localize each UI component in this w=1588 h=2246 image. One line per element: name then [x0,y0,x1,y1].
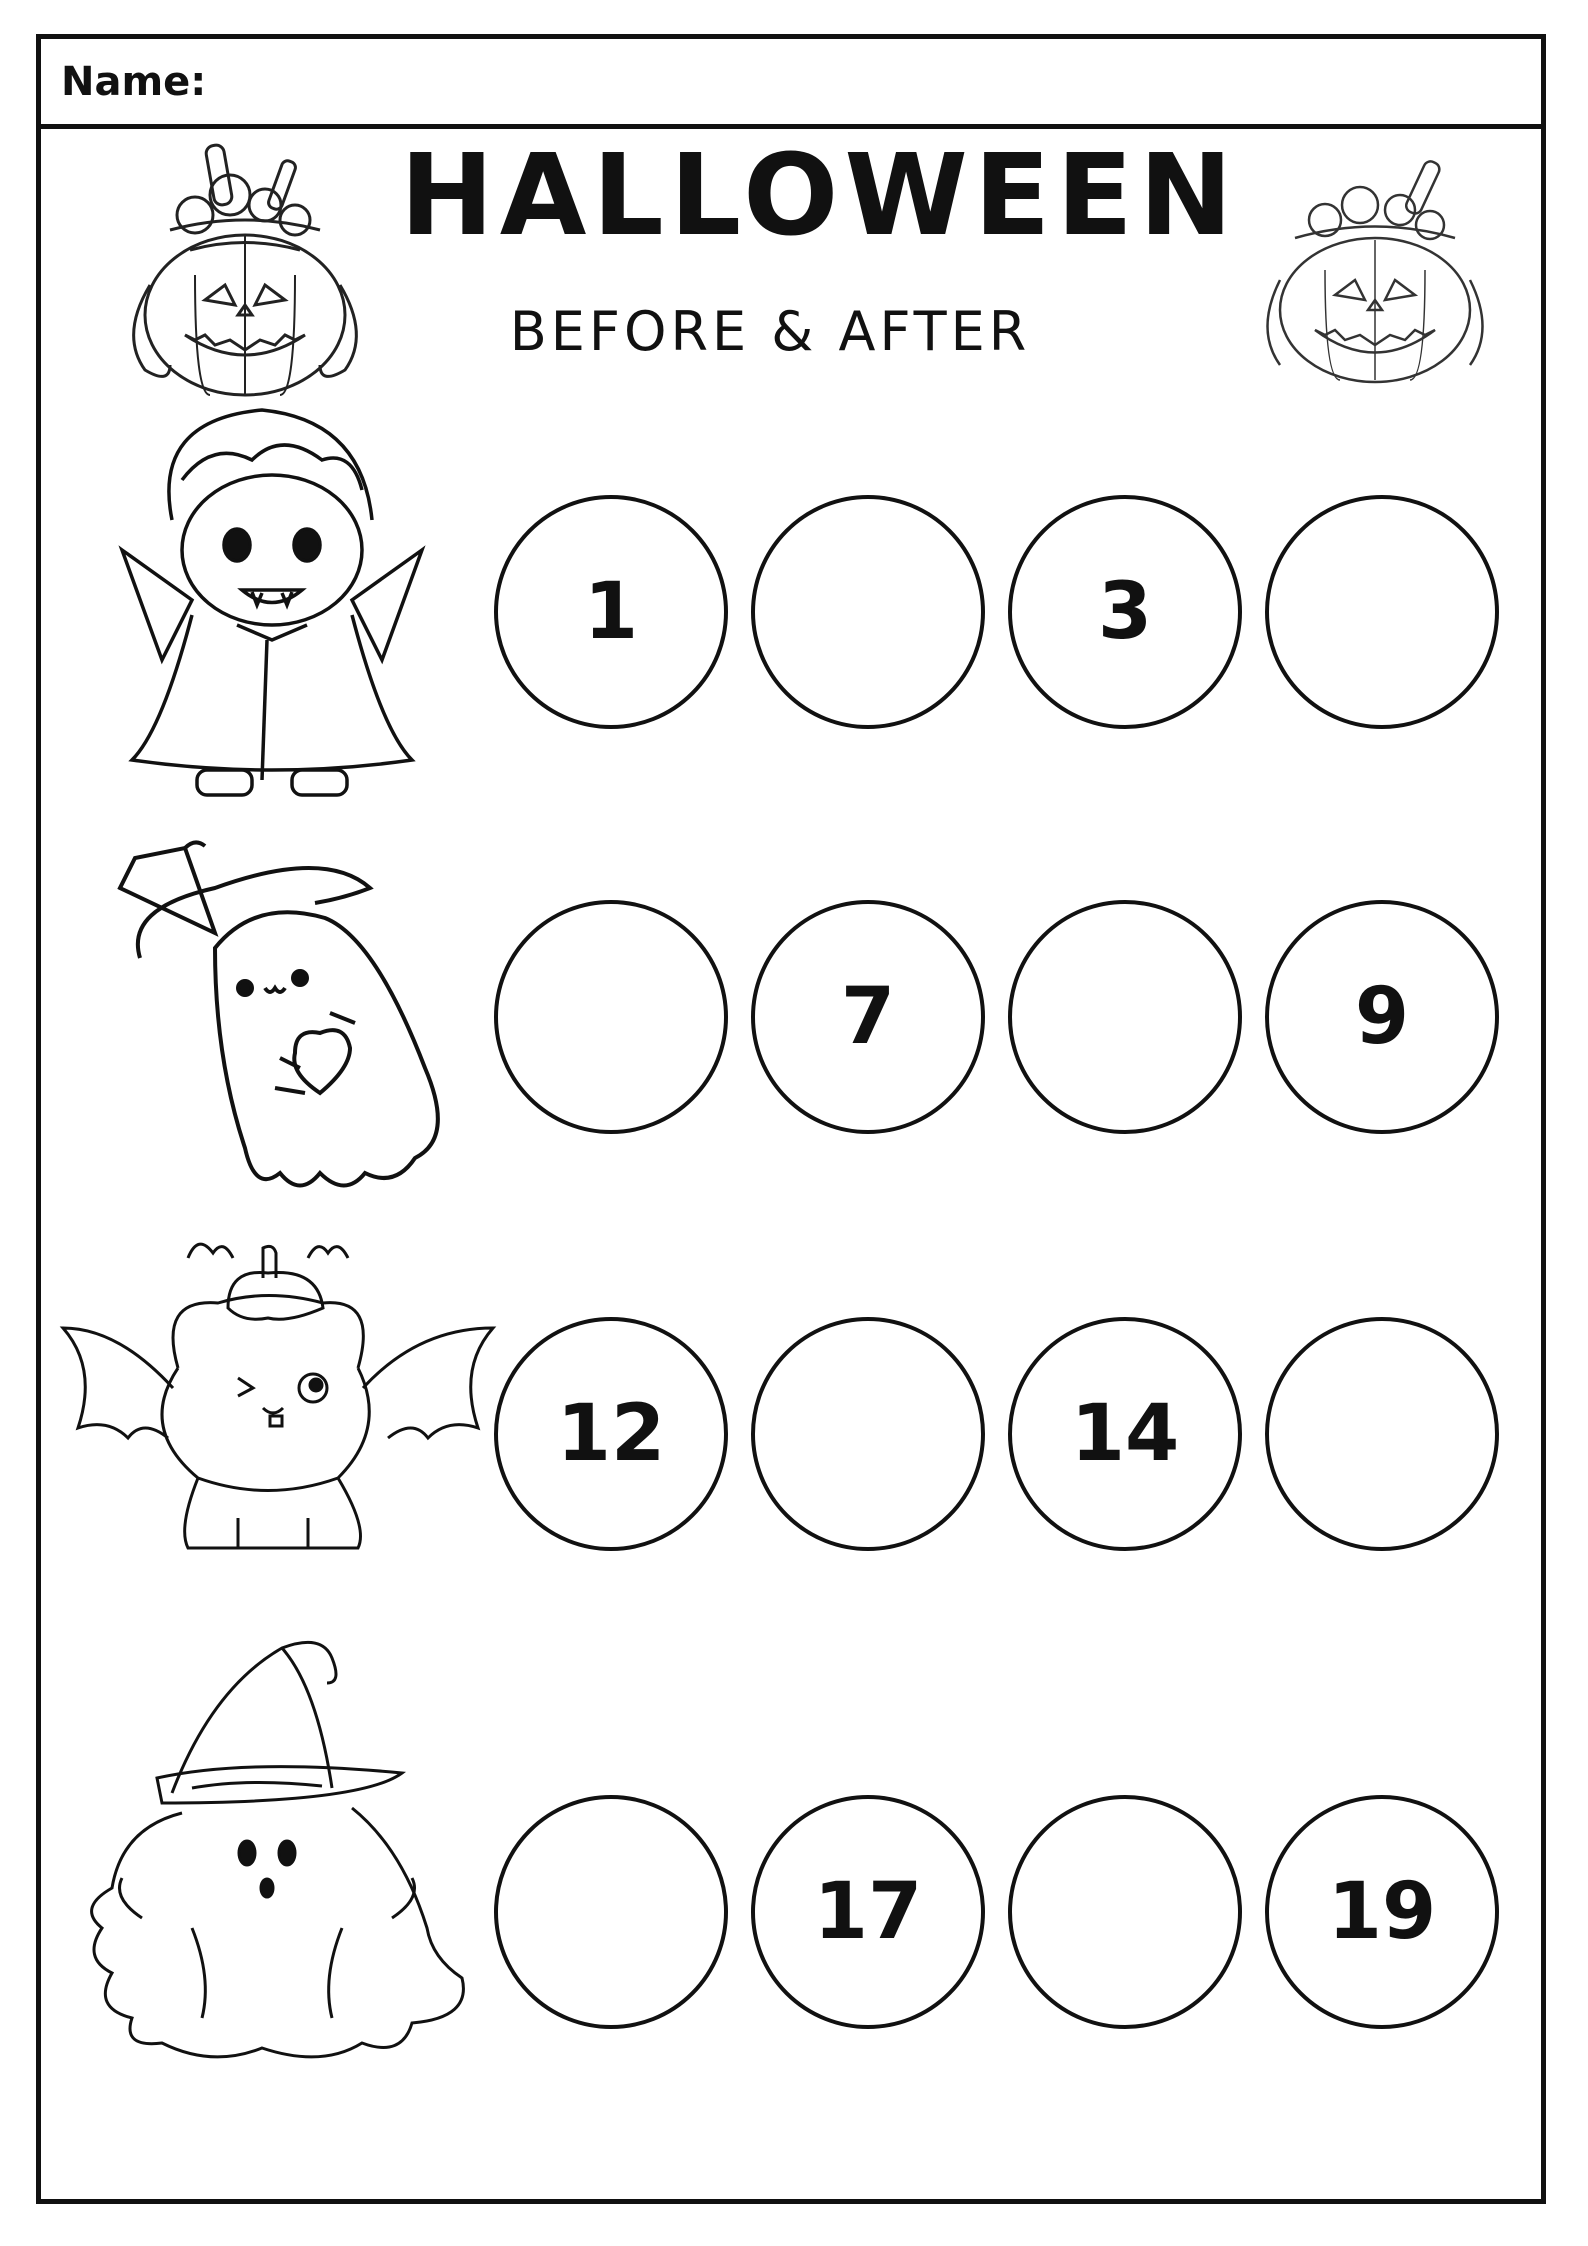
number-sequence-row [494,1317,1514,1561]
number-circle[interactable]: 14 [1008,1317,1242,1551]
name-label: Name: [61,59,207,105]
number-circle[interactable]: 3 [1008,495,1242,729]
number-circle[interactable]: 1 [494,495,728,729]
number-circle[interactable] [1008,900,1242,1134]
number-circle[interactable] [1265,495,1499,729]
vampire-icon [112,400,442,810]
number-circle[interactable] [494,900,728,1134]
bat-cat-icon [58,1228,498,1568]
number-circle[interactable] [494,1795,728,2029]
number-sequence-row [494,900,1514,1144]
number-circle[interactable] [1265,1317,1499,1551]
number-circle[interactable]: 7 [751,900,985,1134]
number-sequence-row [494,495,1514,739]
number-circle[interactable] [751,495,985,729]
number-circle[interactable]: 9 [1265,900,1499,1134]
number-sequence-row [494,1795,1514,2039]
number-circle[interactable]: 17 [751,1795,985,2029]
number-circle[interactable] [751,1317,985,1551]
page-title: HALLOWEEN [400,131,1239,261]
number-circle[interactable] [1008,1795,1242,2029]
number-circle[interactable]: 19 [1265,1795,1499,2029]
ghost-with-hat-icon [62,1628,482,2068]
candy-bucket-icon [1250,150,1500,390]
name-bar[interactable] [41,39,1541,129]
candy-bucket-icon [110,135,380,405]
witch-ghost-icon [105,828,485,1208]
number-circle[interactable]: 12 [494,1317,728,1551]
page-subtitle: BEFORE & AFTER [509,300,1031,363]
